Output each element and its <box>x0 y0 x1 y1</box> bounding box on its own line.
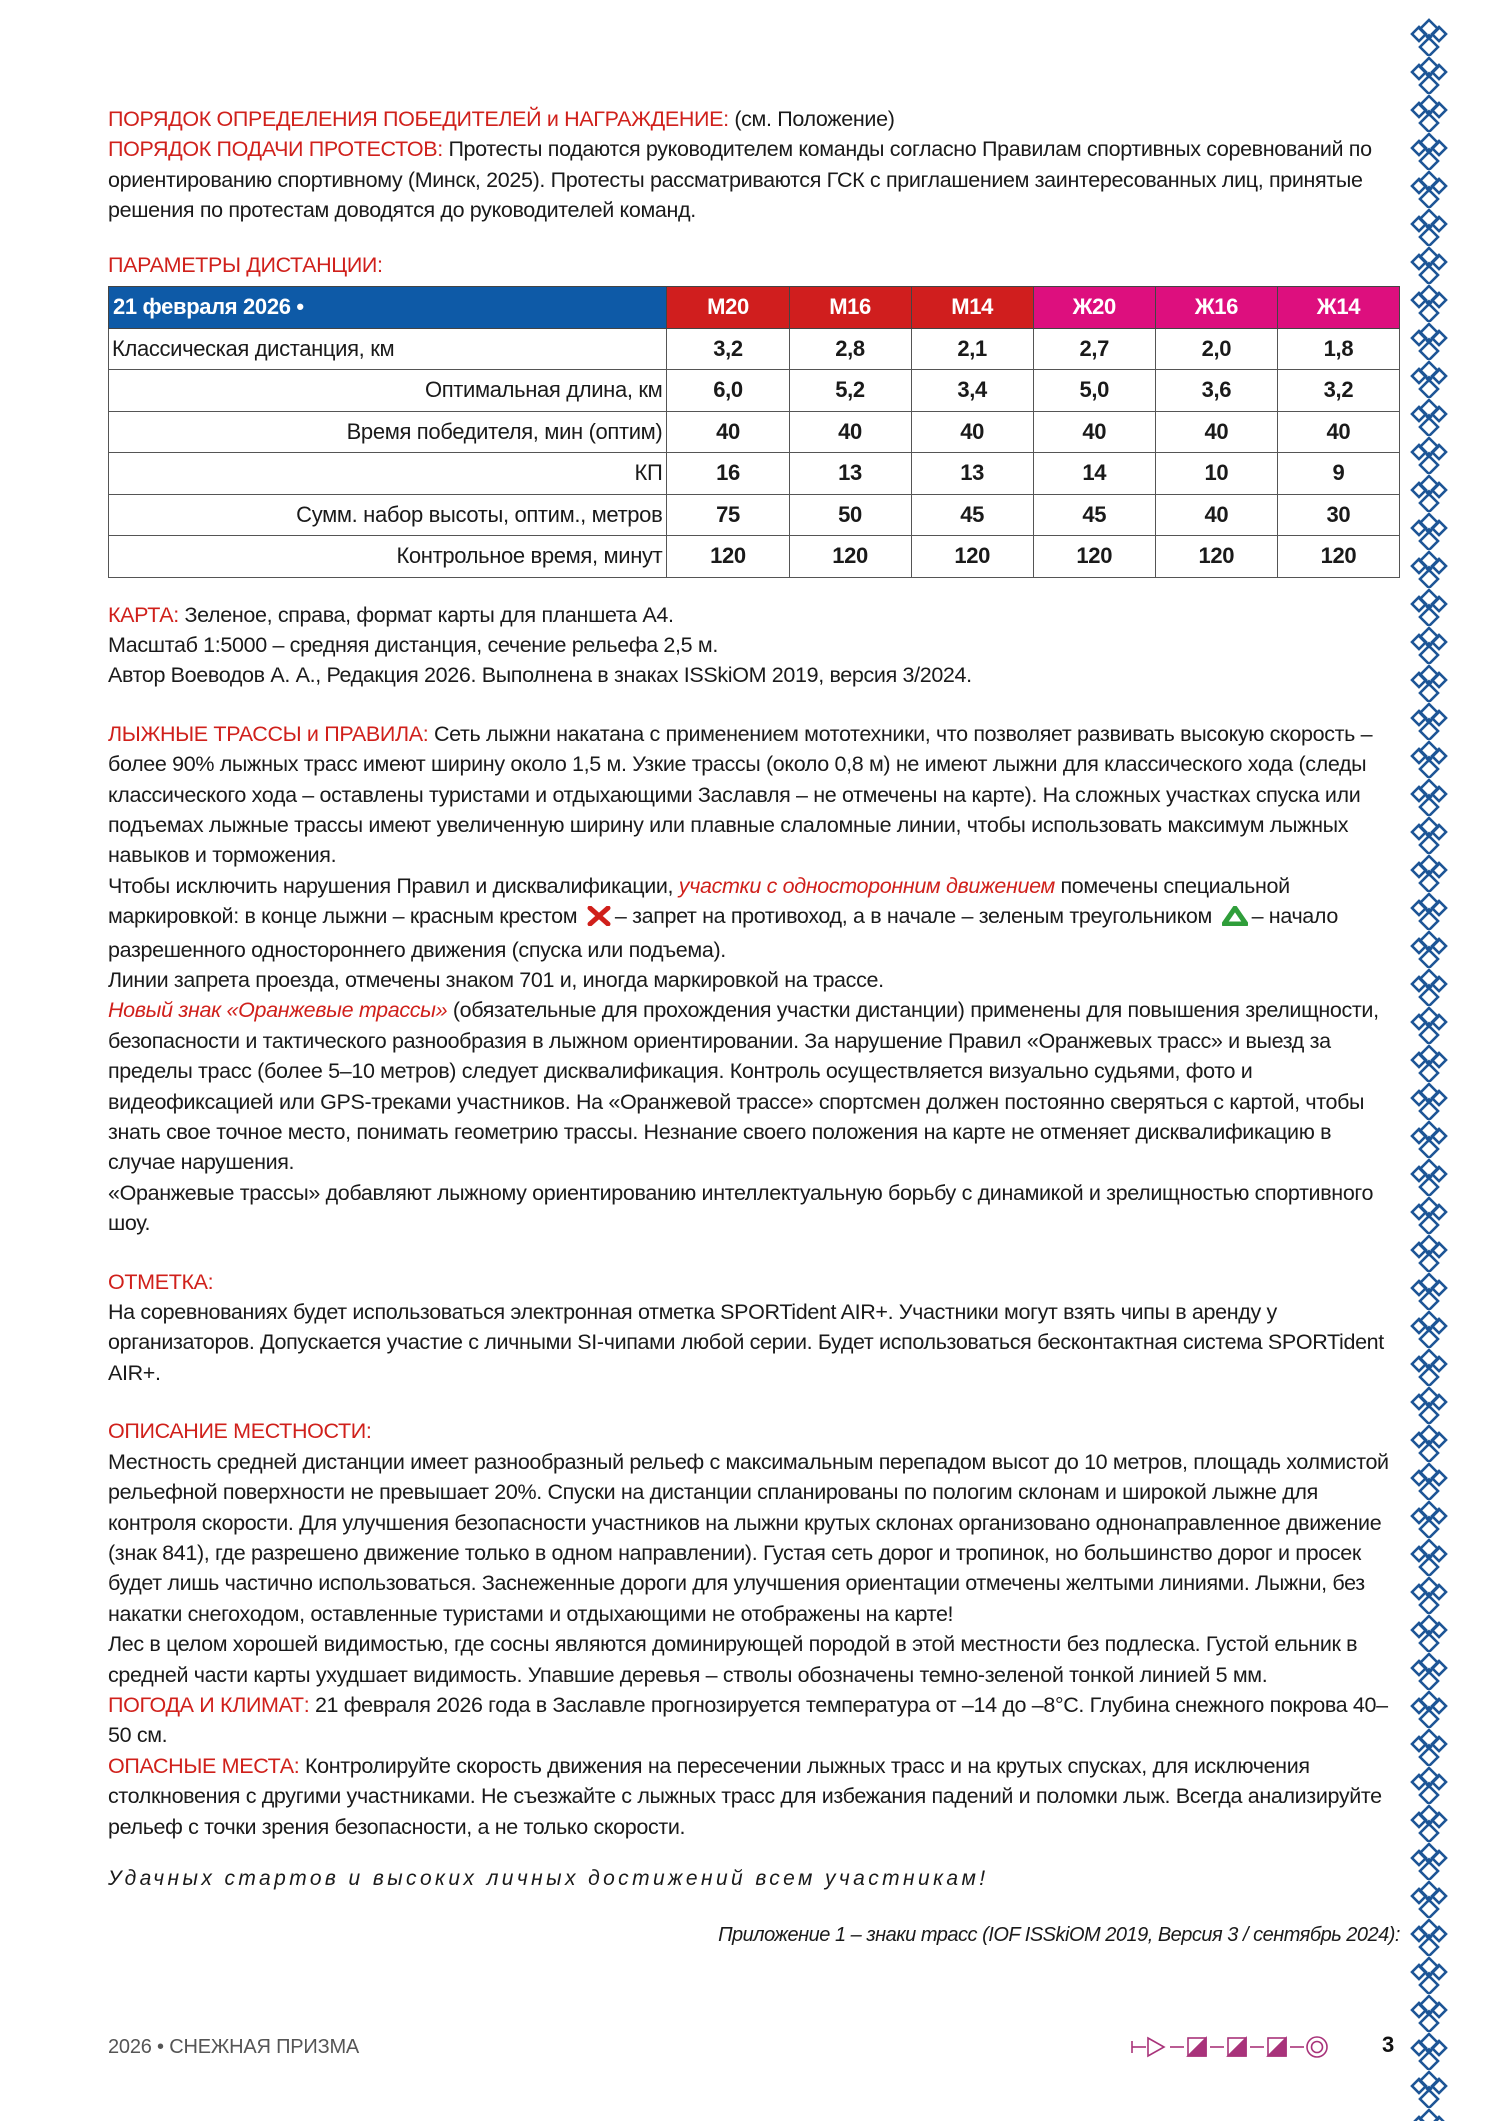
col-w16: Ж16 <box>1155 287 1277 329</box>
winners-paragraph <box>108 104 1400 134</box>
protests-heading: ПОРЯДОК ПОДАЧИ ПРОТЕСТОВ: <box>108 137 443 162</box>
distance-params-table <box>108 286 1400 578</box>
cell: 3,2 <box>1277 370 1399 412</box>
cell: 40 <box>1277 411 1399 453</box>
one-way-emphasis: участки с односторонним движением <box>678 873 1055 898</box>
terrain-heading: ОПИСАНИЕ МЕСТНОСТИ: <box>108 1419 372 1444</box>
ornament-border-icon <box>1408 18 1450 2121</box>
cell: 45 <box>1033 494 1155 536</box>
punching-heading: ОТМЕТКА: <box>108 1269 214 1294</box>
no-pass-paragraph: Линии запрета проезда, отмечены знаком 701 и, иногда маркировкой на трассе. <box>108 968 884 992</box>
cell: 2,0 <box>1155 328 1277 370</box>
cell: 120 <box>1155 536 1277 578</box>
orange-trails-text: (обязательные для прохождения участки дистанции) применены для повышения зрелищности, безопасности и тактического разнообразия в лыжном ориентировании. За нарушение Правил «Оранжевых трасс» и выезд за пределы трасс (более 5–10 метров) следует дисквалификация. Контроль осуществляется визуально судьями, фото и видеофиксацией или GPS-треками участников. На «Оранжевой трассе» спортсмен должен постоянно сверяться с картой, чтобы знать свое точное место, понимать геометрию трассы. Незнание своего положения на карте не отменяет дисквалификацию в случае нарушения. <box>108 998 1379 1175</box>
one-way-text-a: Чтобы исключить нарушения Правил и дисквалификации, <box>108 873 679 898</box>
danger-paragraph <box>108 1751 1400 1842</box>
weather-heading: ПОГОДА И КЛИМАТ: <box>108 1692 310 1717</box>
row-label: КП <box>109 453 667 495</box>
danger-text: Контролируйте скорость движения на пересечении лыжных трасс и на крутых спусках, для исключения столкновения с другими участниками. Не съезжайте с лыжных трасс для избежания падений и поломки лыж. Всегда анализируйте рельеф с точки зрения безопасности, а не только скорости. <box>108 1753 1382 1839</box>
control-square-icon <box>1228 2038 1246 2056</box>
cell: 10 <box>1155 453 1277 495</box>
cell: 30 <box>1277 494 1399 536</box>
cell: 5,0 <box>1033 370 1155 412</box>
col-m16: М16 <box>789 287 911 329</box>
row-label: Время победителя, мин (оптим) <box>109 411 667 453</box>
cell: 120 <box>1033 536 1155 578</box>
one-way-text-d: – начало разрешенного одностороннего движения (спуска или подъема). <box>108 904 1338 962</box>
cell: 120 <box>911 536 1033 578</box>
table-row <box>109 370 1400 412</box>
document-page <box>108 104 1400 1951</box>
table-row <box>109 328 1400 370</box>
map-line3: Автор Воеводов А. А., Редакция 2026. Выполнена в знаках ISSkiOM 2019, версия 3/2024. <box>108 663 972 688</box>
orange-trails-emphasis: Новый знак «Оранжевые трассы» <box>108 998 448 1023</box>
cell: 3,4 <box>911 370 1033 412</box>
weather-text: 21 февраля 2026 года в Заславле прогнозируется температура от –14 до –8°С. Глубина снежного покрова 40–50 см. <box>108 1692 1388 1748</box>
row-label: Классическая дистанция, км <box>109 328 667 370</box>
row-label: Контрольное время, минут <box>109 536 667 578</box>
map-line1: Зеленое, справа, формат карты для планшета А4. <box>178 602 674 627</box>
row-label: Оптимальная длина, км <box>109 370 667 412</box>
orange-trails-paragraph <box>108 995 1400 1177</box>
date-header: 21 февраля 2026 • <box>109 287 667 329</box>
cell: 40 <box>789 411 911 453</box>
cell: 2,8 <box>789 328 911 370</box>
cell: 40 <box>1155 494 1277 536</box>
col-m14: М14 <box>911 287 1033 329</box>
cell: 120 <box>789 536 911 578</box>
cell: 120 <box>1277 536 1399 578</box>
trails-heading: ЛЫЖНЫЕ ТРАССЫ и ПРАВИЛА: <box>108 721 429 746</box>
col-w14: Ж14 <box>1277 287 1399 329</box>
one-way-text-c: – запрет на противоход, а в начале – зеленым треугольником <box>614 904 1212 929</box>
course-symbol-strip <box>1130 2032 1370 2062</box>
table-row <box>109 411 1400 453</box>
red-cross-icon <box>587 904 611 934</box>
cell: 50 <box>789 494 911 536</box>
cell: 6,0 <box>667 370 789 412</box>
finish-circle-icon <box>1307 2037 1327 2057</box>
one-way-text-b: помечены специальной маркировкой: в конце лыжни – красным крестом <box>108 873 1290 929</box>
params-heading: ПАРАМЕТРЫ ДИСТАНЦИИ: <box>108 252 383 277</box>
start-triangle-icon <box>1148 2038 1164 2056</box>
table-row <box>109 453 1400 495</box>
cell: 3,2 <box>667 328 789 370</box>
cell: 13 <box>789 453 911 495</box>
map-line2: Масштаб 1:5000 – средняя дистанция, сечение рельефа 2,5 м. <box>108 632 718 657</box>
cell: 2,1 <box>911 328 1033 370</box>
appendix-caption: Приложение 1 – знаки трасс (IOF ISSkiOM 2019, Версия 3 / сентябрь 2024): <box>718 1924 1400 1947</box>
table-row <box>109 494 1400 536</box>
cell: 2,7 <box>1033 328 1155 370</box>
cell: 1,8 <box>1277 328 1399 370</box>
trails-text1: Сеть лыжни накатана с применением мототехники, что позволяет развивать высокую скорость – более 90% лыжных трасс имеют ширину около 1,5 м. Узкие трассы (около 0,8 м) не имеют лыжни для классического хода (следы классического хода – оставлены туристами и отдыхающими Заславля – не отмечены на карте). На сложных участках спуска или подъемах лыжные трассы имеют увеличенную ширину или плавные слаломные линии, чтобы использовать максимум лыжных навыков и торможения. <box>108 721 1373 868</box>
cell: 75 <box>667 494 789 536</box>
footer-publication: 2026 • СНЕЖНАЯ ПРИЗМА <box>108 2036 360 2058</box>
winners-text: (см. Положение) <box>728 107 895 131</box>
green-triangle-icon <box>1222 904 1248 934</box>
cell: 45 <box>911 494 1033 536</box>
cell: 13 <box>911 453 1033 495</box>
orange-trails-paragraph-2: «Оранжевые трассы» добавляют лыжному ориентированию интеллектуальную борьбу с динамикой и зрелищностью спортивного шоу. <box>108 1180 1374 1236</box>
punching-text: На соревнованиях будет использоваться электронная отметка SPORTident AIR+. Участники могут взять чипы в аренду у организаторов. Допускается участие с личными SI-чипами любой серии. Будет использоваться бесконтактная система SPORTident AIR+. <box>108 1300 1384 1385</box>
terrain-text1: Местность средней дистанции имеет разнообразный рельеф с максимальным перепадом высот до 10 метров, площадь холмистой рельефной поверхности не превышает 20%. Спуски на дистанции спланированы по пологим склонам и широкой лыжне для контроля скорости. Для улучшения безопасности участников на лыжни крутых склонах организовано однонаправленное движение (знак 841), где разрешено движение только в одном направлении). Густая сеть дорог и тропинок, но большинство дорог и просек будет лишь частично использоваться. Заснеженные дороги для улучшения ориентации отмечены желтыми линиями. Лыжни, без накатки снегоходом, оставленные туристами и отдыхающими не отображены на карте! <box>108 1449 1389 1626</box>
cell: 40 <box>1155 411 1277 453</box>
cell: 40 <box>911 411 1033 453</box>
cell: 16 <box>667 453 789 495</box>
cell: 9 <box>1277 453 1399 495</box>
cell: 40 <box>667 411 789 453</box>
table-header-row <box>109 287 1400 329</box>
map-paragraph <box>108 600 1400 691</box>
cell: 3,6 <box>1155 370 1277 412</box>
cell: 14 <box>1033 453 1155 495</box>
col-m20: М20 <box>667 287 789 329</box>
closing-wish: Удачных стартов и высоких личных достижений всем участникам! <box>108 1866 989 1890</box>
weather-paragraph <box>108 1690 1400 1751</box>
cell: 5,2 <box>789 370 911 412</box>
winners-heading: ПОРЯДОК ОПРЕДЕЛЕНИЯ ПОБЕДИТЕЛЕЙ и НАГРАЖДЕНИЕ: <box>108 107 729 131</box>
one-way-paragraph <box>108 871 1400 965</box>
start-line-icon <box>1132 2041 1146 2053</box>
trails-paragraph <box>108 719 1400 871</box>
row-label: Сумм. набор высоты, оптим., метров <box>109 494 667 536</box>
protests-text: Протесты подаются руководителем команды согласно Правилам спортивных соревнований по ориентированию спортивному (Минск, 2025). Протесты рассматриваются ГСК с приглашением заинтересованных лиц, принятые решения по протестам доводятся до руководителей команд. <box>108 137 1372 223</box>
control-square-icon <box>1188 2038 1206 2056</box>
control-square-icon <box>1268 2038 1286 2056</box>
cell: 40 <box>1033 411 1155 453</box>
col-w20: Ж20 <box>1033 287 1155 329</box>
table-row <box>109 536 1400 578</box>
protests-paragraph <box>108 134 1400 225</box>
cell: 120 <box>667 536 789 578</box>
map-heading: КАРТА: <box>108 602 179 627</box>
danger-heading: ОПАСНЫЕ МЕСТА: <box>108 1753 300 1778</box>
page-number: 3 <box>1382 2032 1395 2057</box>
terrain-text2: Лес в целом хорошей видимостью, где сосны являются доминирующей породой в этой местности без подлеска. Густой ельник в средней части карты ухудшает видимость. Упавшие деревья – стволы обозначены темно-зеленой тонкой линией 5 мм. <box>108 1632 1358 1687</box>
